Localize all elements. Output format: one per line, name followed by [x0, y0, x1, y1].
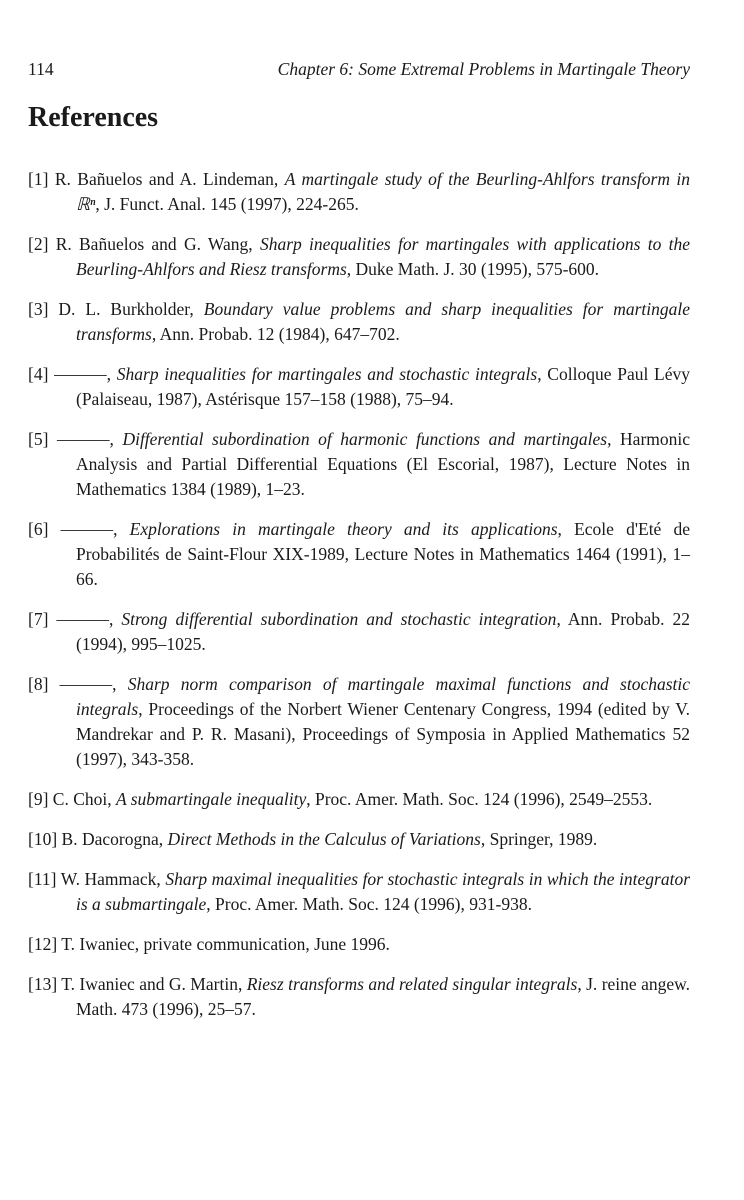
- reference-number: [1]: [28, 169, 49, 189]
- reference-number: [3]: [28, 299, 49, 319]
- reference-details: , Proc. Amer. Math. Soc. 124 (1996), 2549–2553.: [306, 789, 653, 809]
- reference-item: [28, 427, 690, 502]
- reference-item: [28, 297, 690, 347]
- reference-details: , Colloque Paul Lévy (Palaiseau, 1987), Astérisque 157–158 (1988), 75–94.: [76, 364, 691, 409]
- reference-title: Sharp maximal inequalities for stochastic integrals in which the integrator is a submartingale: [76, 869, 691, 914]
- reference-details: , Ecole d'Eté de Probabilités de Saint-Flour XIX-1989, Lecture Notes in Mathematics 1464 (1991), 1–66.: [76, 519, 691, 589]
- reference-details: , Duke Math. J. 30 (1995), 575-600.: [346, 259, 600, 279]
- reference-number: [8]: [28, 674, 49, 694]
- reference-details: , Springer, 1989.: [480, 829, 598, 849]
- reference-details: , J. reine angew. Math. 473 (1996), 25–57.: [76, 974, 690, 1019]
- reference-item: [28, 932, 690, 957]
- reference-authors: ———,: [54, 364, 117, 384]
- reference-number: [5]: [28, 429, 49, 449]
- reference-authors: ———,: [59, 674, 128, 694]
- reference-title: Explorations in martingale theory and its applications: [129, 519, 558, 539]
- page-number: 114: [28, 59, 54, 79]
- reference-title: Boundary value problems and sharp inequalities for martingale transforms: [76, 299, 691, 344]
- reference-number: [2]: [28, 234, 49, 254]
- reference-item: [28, 362, 690, 412]
- reference-authors: R. Bañuelos and A. Lindeman,: [54, 169, 285, 189]
- reference-item: [28, 607, 690, 657]
- reference-title: Sharp inequalities for martingales with applications to the Beurling-Ahlfors and Riesz transforms: [76, 234, 691, 279]
- reference-authors: T. Iwaniec, private communication, June 1996.: [61, 934, 390, 954]
- reference-number: [11]: [28, 869, 57, 889]
- reference-item: [28, 827, 690, 852]
- reference-title: Differential subordination of harmonic functions and martingales: [122, 429, 608, 449]
- reference-details: , Proceedings of the Norbert Wiener Centenary Congress, 1994 (edited by V. Mandrekar and P. R. Masani), Proceedings of Symposia in Applied Mathematics 52 (1997), 343-358.: [76, 699, 690, 769]
- reference-number: [7]: [28, 609, 49, 629]
- reference-title: Sharp norm comparison of martingale maximal functions and stochastic integrals: [76, 674, 691, 719]
- reference-authors: ———,: [56, 609, 122, 629]
- reference-title: Sharp inequalities for martingales and stochastic integrals: [116, 364, 538, 384]
- reference-authors: ———,: [60, 519, 130, 539]
- reference-number: [12]: [28, 934, 58, 954]
- reference-item: [28, 972, 690, 1022]
- chapter-title: Chapter 6: Some Extremal Problems in Martingale Theory: [277, 59, 690, 79]
- reference-details: , Ann. Probab. 22 (1994), 995–1025.: [76, 609, 690, 654]
- reference-details: , Proc. Amer. Math. Soc. 124 (1996), 931-938.: [206, 894, 532, 914]
- reference-number: [13]: [28, 974, 58, 994]
- reference-title: A martingale study of the Beurling-Ahlfors transform in ℝⁿ: [76, 169, 690, 214]
- reference-list: [28, 167, 690, 1037]
- reference-authors: ———,: [56, 429, 123, 449]
- reference-title: Direct Methods in the Calculus of Variations: [167, 829, 481, 849]
- reference-number: [6]: [28, 519, 49, 539]
- reference-title: Riesz transforms and related singular integrals: [246, 974, 578, 994]
- reference-authors: C. Choi,: [52, 789, 116, 809]
- reference-number: [4]: [28, 364, 49, 384]
- section-title: References: [28, 102, 159, 133]
- reference-details: , Harmonic Analysis and Partial Differential Equations (El Escorial, 1987), Lecture Notes in Mathematics 1384 (1989), 1–23.: [76, 429, 691, 499]
- reference-authors: T. Iwaniec and G. Martin,: [61, 974, 247, 994]
- reference-authors: W. Hammack,: [60, 869, 166, 889]
- reference-details: , J. Funct. Anal. 145 (1997), 224-265.: [95, 194, 359, 214]
- reference-item: [28, 787, 690, 812]
- reference-item: [28, 517, 690, 592]
- reference-title: A submartingale inequality: [116, 789, 307, 809]
- reference-authors: B. Dacorogna,: [61, 829, 168, 849]
- reference-number: [9]: [28, 789, 49, 809]
- reference-item: [28, 232, 690, 282]
- reference-title: Strong differential subordination and stochastic integration: [121, 609, 557, 629]
- reference-authors: R. Bañuelos and G. Wang,: [55, 234, 260, 254]
- reference-item: [28, 672, 690, 772]
- reference-item: [28, 167, 690, 217]
- reference-details: , Ann. Probab. 12 (1984), 647–702.: [151, 324, 400, 344]
- reference-authors: D. L. Burkholder,: [58, 299, 204, 319]
- reference-item: [28, 867, 690, 917]
- reference-number: [10]: [28, 829, 58, 849]
